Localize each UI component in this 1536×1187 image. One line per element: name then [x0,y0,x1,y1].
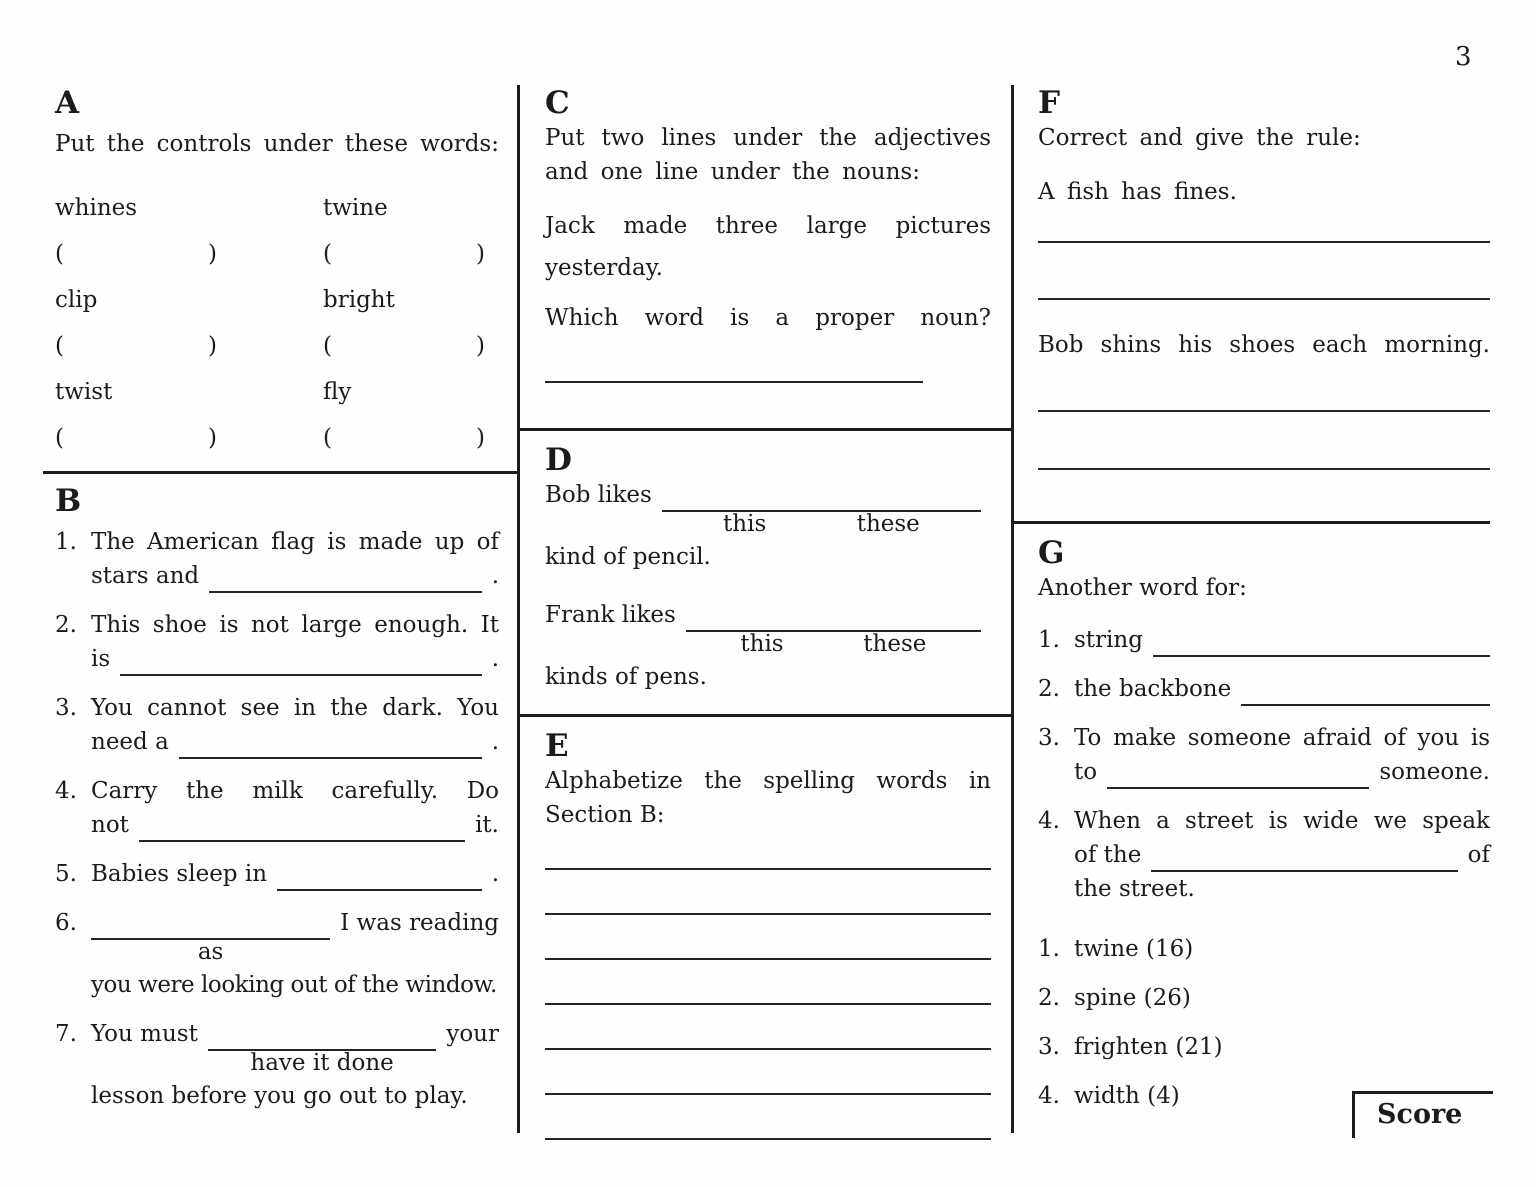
item-text: stars and [91,563,200,589]
item-number: 4. [1038,808,1060,834]
b-item-2 [55,608,499,676]
section-e [545,728,991,1140]
paren-blank [55,415,323,461]
item-text: need a [91,729,169,755]
section-e-letter: E [545,728,569,764]
section-f-sentence1: A fish has fines. [1038,179,1237,205]
section-e-instruction-line2: Section B: [545,802,665,828]
item-number: 1. [1038,936,1060,962]
fill-in-blank [545,915,991,960]
b-item-1 [55,525,499,593]
item-text: it. [475,812,499,838]
fill-in-blank [1038,412,1490,470]
section-f-sentence2: Bob shins his shoes each morning. [1038,332,1490,358]
choice-word: have it done [250,1050,394,1076]
section-d-box-bottom [517,714,1014,717]
section-c [545,85,991,383]
choice-word: these [856,511,920,537]
section-c-question: Which word is a proper noun? [545,305,991,331]
b-item-6 [55,906,499,1002]
section-d [545,442,991,694]
section-a [55,85,499,461]
page-number: 3 [1455,42,1472,72]
fill-in-blank [1038,243,1490,300]
paren-blank [323,415,499,461]
fill-in-blank [91,906,330,965]
item-text: is [91,646,111,672]
item-text: You must [91,1021,198,1047]
choice-word: these [863,631,927,657]
answer-text: width (4) [1074,1083,1180,1109]
column-divider-right [1011,85,1014,1133]
item-text: lesson before you go out to play. [91,1083,468,1109]
item-number: 5. [55,861,77,887]
open-paren: ( [55,333,64,359]
close-paren: ) [208,333,217,359]
g-item-2 [1038,672,1490,706]
section-g [1038,535,1490,1128]
fill-in-blank [545,832,991,870]
section-c-instruction-line2: and one line under the nouns: [545,159,920,185]
d-item-text: Frank likes [545,602,676,628]
b-item-7 [55,1017,499,1113]
item-text: of [1467,842,1490,868]
close-paren: ) [208,425,217,451]
answer-text: twine (16) [1074,936,1194,962]
fill-in-blank [1241,672,1490,706]
item-text: You cannot see in the dark. You [91,695,499,721]
fill-in-blank [686,598,981,657]
section-b [55,483,499,1128]
b-item-4 [55,774,499,842]
close-paren: ) [476,241,485,267]
fill-in-blank [545,870,991,915]
close-paren: ) [208,241,217,267]
item-text: not [91,812,129,838]
item-text: When a street is wide we speak [1074,808,1490,834]
fill-in-blank [662,478,981,537]
fill-in-blank [277,857,482,891]
item-text: . [491,729,499,755]
section-a-b-divider [43,471,520,474]
fill-in-blank [545,1095,991,1140]
open-paren: ( [323,333,332,359]
section-b-letter: B [55,483,82,519]
section-e-answer-lines [545,832,991,1140]
item-number: 7. [55,1021,77,1047]
item-number: 3. [55,695,77,721]
item-text: string [1074,627,1143,653]
g-item-1 [1038,623,1490,657]
section-a-instruction: Put the controls under these words: [55,131,499,157]
choice-word: this [740,631,784,657]
score-box [1352,1091,1493,1138]
choice-word: this [723,511,767,537]
choice-word: as [197,939,224,965]
item-number: 2. [55,612,77,638]
answer-text: spine (26) [1074,985,1191,1011]
g-answer-1 [1038,932,1490,966]
item-text: . [491,563,499,589]
item-text: Carry the milk carefully. Do [91,778,499,804]
paren-blank [55,231,323,277]
item-number: 6. [55,910,77,936]
fill-in-blank [208,1017,437,1076]
b-item-3 [55,691,499,759]
section-c-sentence-line1: Jack made three large pictures [545,213,991,239]
close-paren: ) [476,425,485,451]
score-label: Score [1377,1099,1463,1130]
paren-blank [323,323,499,369]
word: bright [323,287,395,313]
close-paren: ) [476,333,485,359]
fill-in-blank [1038,362,1490,412]
item-text: of the [1074,842,1142,868]
open-paren: ( [55,241,64,267]
section-a-word-grid [55,185,499,461]
fill-in-blank [545,1050,991,1095]
section-f [1038,85,1490,470]
paren-blank [55,323,323,369]
item-text: you were looking out of the window. [91,972,497,998]
fill-in-blank [209,559,482,593]
item-text: . [491,646,499,672]
item-number: 1. [55,529,77,555]
open-paren: ( [55,425,64,451]
item-text: someone. [1379,759,1490,785]
section-g-letter: G [1038,535,1065,571]
fill-in-blank [545,381,923,383]
word: twine [323,195,388,221]
word: clip [55,287,98,313]
item-text: . [491,861,499,887]
section-d-box-top [517,428,1014,431]
word: twist [55,379,113,405]
section-g-instruction: Another word for: [1038,575,1247,601]
item-text: The American flag is made up of [91,529,499,555]
g-item-4 [1038,804,1490,906]
item-number: 4. [55,778,77,804]
d-item-text: kind of pencil. [545,544,711,570]
answer-text: frighten (21) [1074,1034,1223,1060]
open-paren: ( [323,425,332,451]
word: fly [323,379,352,405]
g-answer-3 [1038,1030,1490,1064]
item-number: 3. [1038,725,1060,751]
item-number: 1. [1038,627,1060,653]
item-text: your [446,1021,499,1047]
item-text: Babies sleep in [91,861,268,887]
b-item-5 [55,857,499,891]
open-paren: ( [323,241,332,267]
fill-in-blank [545,960,991,1005]
fill-in-blank [1107,755,1369,789]
item-text: I was reading [340,910,499,936]
section-d-letter: D [545,442,572,478]
g-answer-2 [1038,981,1490,1015]
item-number: 2. [1038,676,1060,702]
fill-in-blank [120,642,482,676]
item-text: the backbone [1074,676,1232,702]
section-c-letter: C [545,85,570,121]
word: whines [55,195,138,221]
section-f-g-divider [1011,521,1490,524]
paren-blank [323,231,499,277]
fill-in-blank [545,1005,991,1050]
item-text: This shoe is not large enough. It [91,612,499,638]
fill-in-blank [139,808,465,842]
fill-in-blank [1151,838,1457,872]
section-f-letter: F [1038,85,1061,121]
section-e-instruction-line1: Alphabetize the spelling words in [545,768,991,794]
item-text: To make someone afraid of you is [1074,725,1490,751]
item-number: 4. [1038,1083,1060,1109]
section-c-instruction-line1: Put two lines under the adjectives [545,125,991,151]
g-item-3 [1038,721,1490,789]
section-f-instruction: Correct and give the rule: [1038,125,1361,151]
section-a-letter: A [55,85,80,121]
fill-in-blank [1038,209,1490,243]
d-item-text: Bob likes [545,482,652,508]
d-item-text: kinds of pens. [545,664,707,690]
fill-in-blank [1153,623,1490,657]
item-number: 3. [1038,1034,1060,1060]
item-text: to [1074,759,1098,785]
fill-in-blank [179,725,482,759]
item-number: 2. [1038,985,1060,1011]
section-c-sentence-line2: yesterday. [545,255,663,281]
column-divider-left [517,85,520,1133]
item-text: the street. [1074,876,1195,902]
